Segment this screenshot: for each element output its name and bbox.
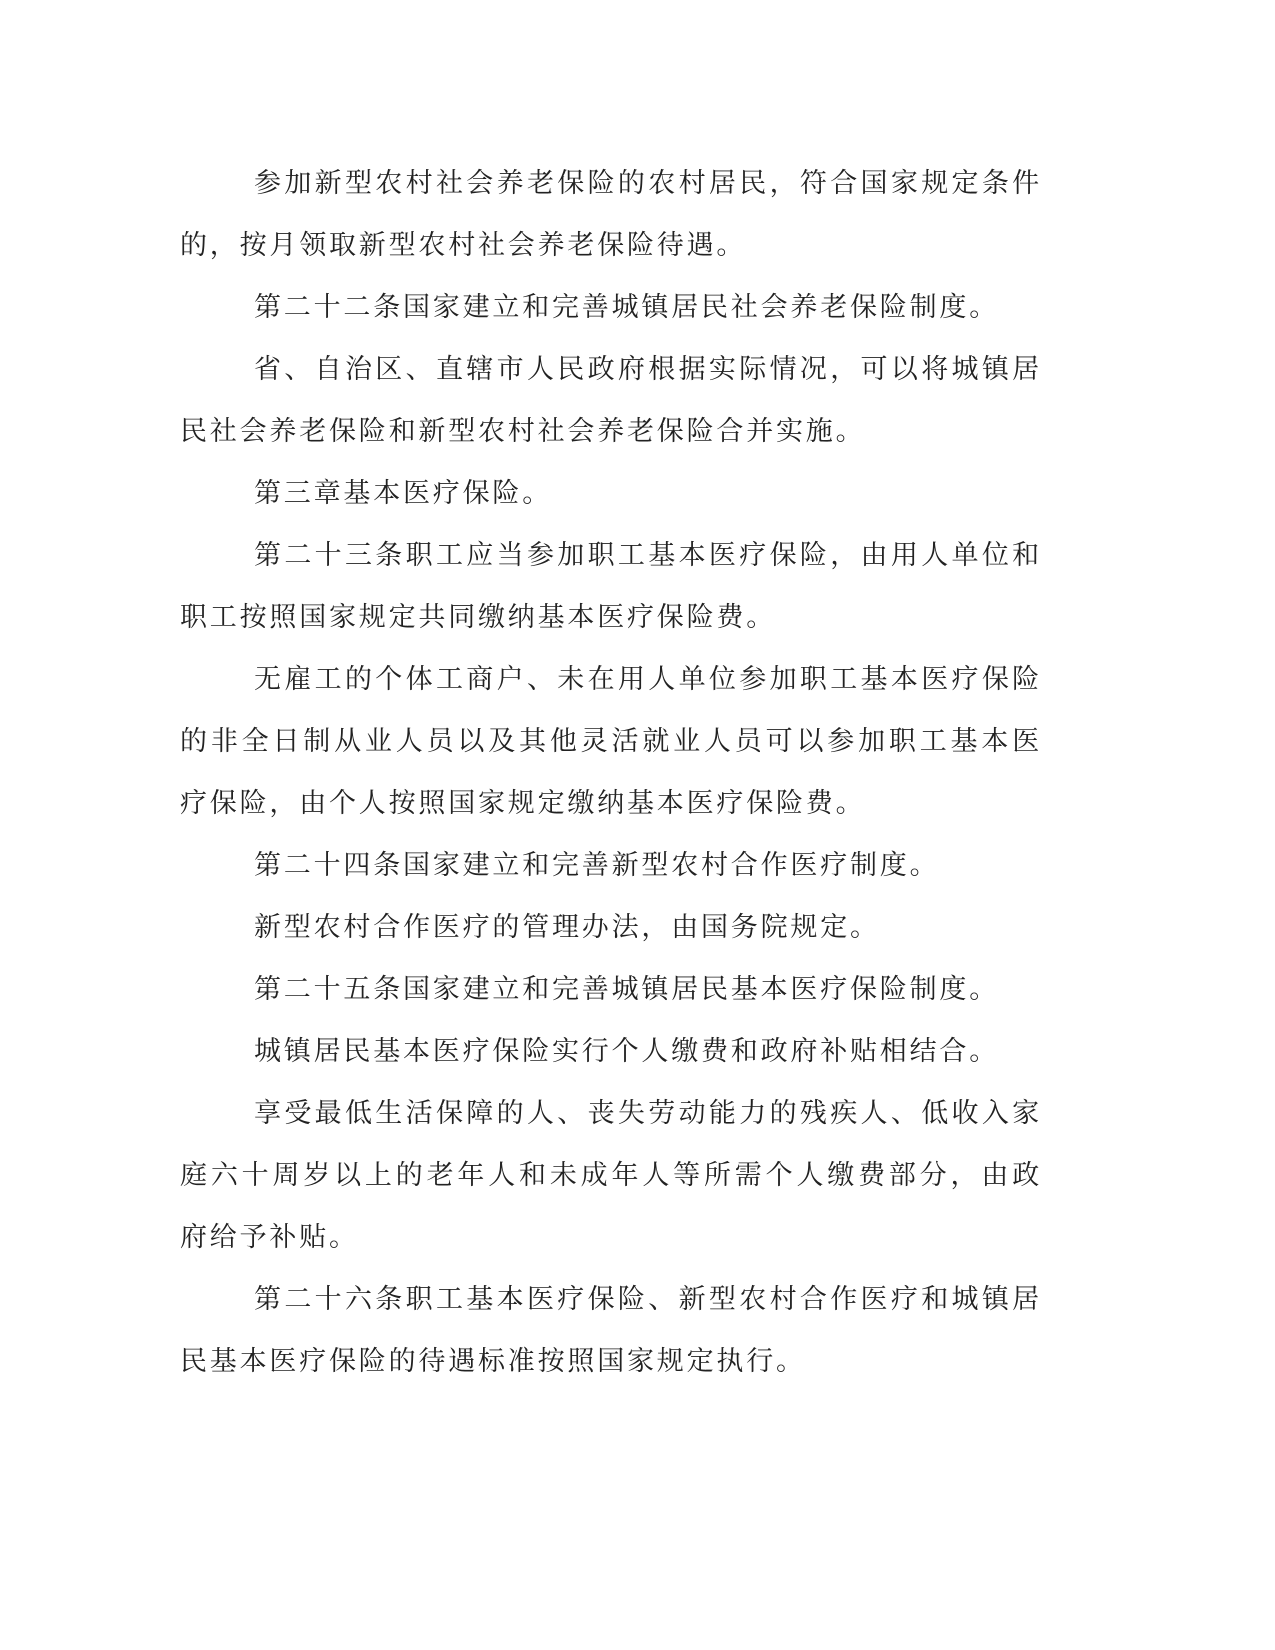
paragraph-cooperative-medical-management: 新型农村合作医疗的管理办法，由国务院规定。 — [254, 912, 880, 943]
paragraph-article-23: 第二十三条职工应当参加职工基本医疗保险，由用人单位和职工按照国家规定共同缴纳基本医疗保险费。 — [180, 540, 1042, 633]
paragraph-article-26: 第二十六条职工基本医疗保险、新型农村合作医疗和城镇居民基本医疗保险的待遇标准按照国家规定执行。 — [180, 1284, 1042, 1377]
paragraph-article-25: 第二十五条国家建立和完善城镇居民基本医疗保险制度。 — [254, 974, 999, 1005]
paragraph-individual-government-funding: 城镇居民基本医疗保险实行个人缴费和政府补贴相结合。 — [254, 1036, 999, 1067]
paragraph-flexible-employment: 无雇工的个体工商户、未在用人单位参加职工基本医疗保险的非全日制从业人员以及其他灵活就业人员可以参加职工基本医疗保险，由个人按照国家规定缴纳基本医疗保险费。 — [180, 664, 1042, 819]
paragraph-rural-pension-benefit: 参加新型农村社会养老保险的农村居民，符合国家规定条件的，按月领取新型农村社会养老保险待遇。 — [180, 168, 1042, 261]
chapter-heading-basic-medical-insurance: 第三章基本医疗保险。 — [254, 478, 552, 509]
document-body — [180, 153, 1042, 1393]
paragraph-article-22: 第二十二条国家建立和完善城镇居民社会养老保险制度。 — [254, 292, 999, 323]
paragraph-subsidy-groups: 享受最低生活保障的人、丧失劳动能力的残疾人、低收入家庭六十周岁以上的老年人和未成年人等所需个人缴费部分，由政府给予补贴。 — [180, 1098, 1042, 1253]
paragraph-merge-implementation: 省、自治区、直辖市人民政府根据实际情况，可以将城镇居民社会养老保险和新型农村社会养老保险合并实施。 — [180, 354, 1042, 447]
paragraph-article-24: 第二十四条国家建立和完善新型农村合作医疗制度。 — [254, 850, 940, 881]
